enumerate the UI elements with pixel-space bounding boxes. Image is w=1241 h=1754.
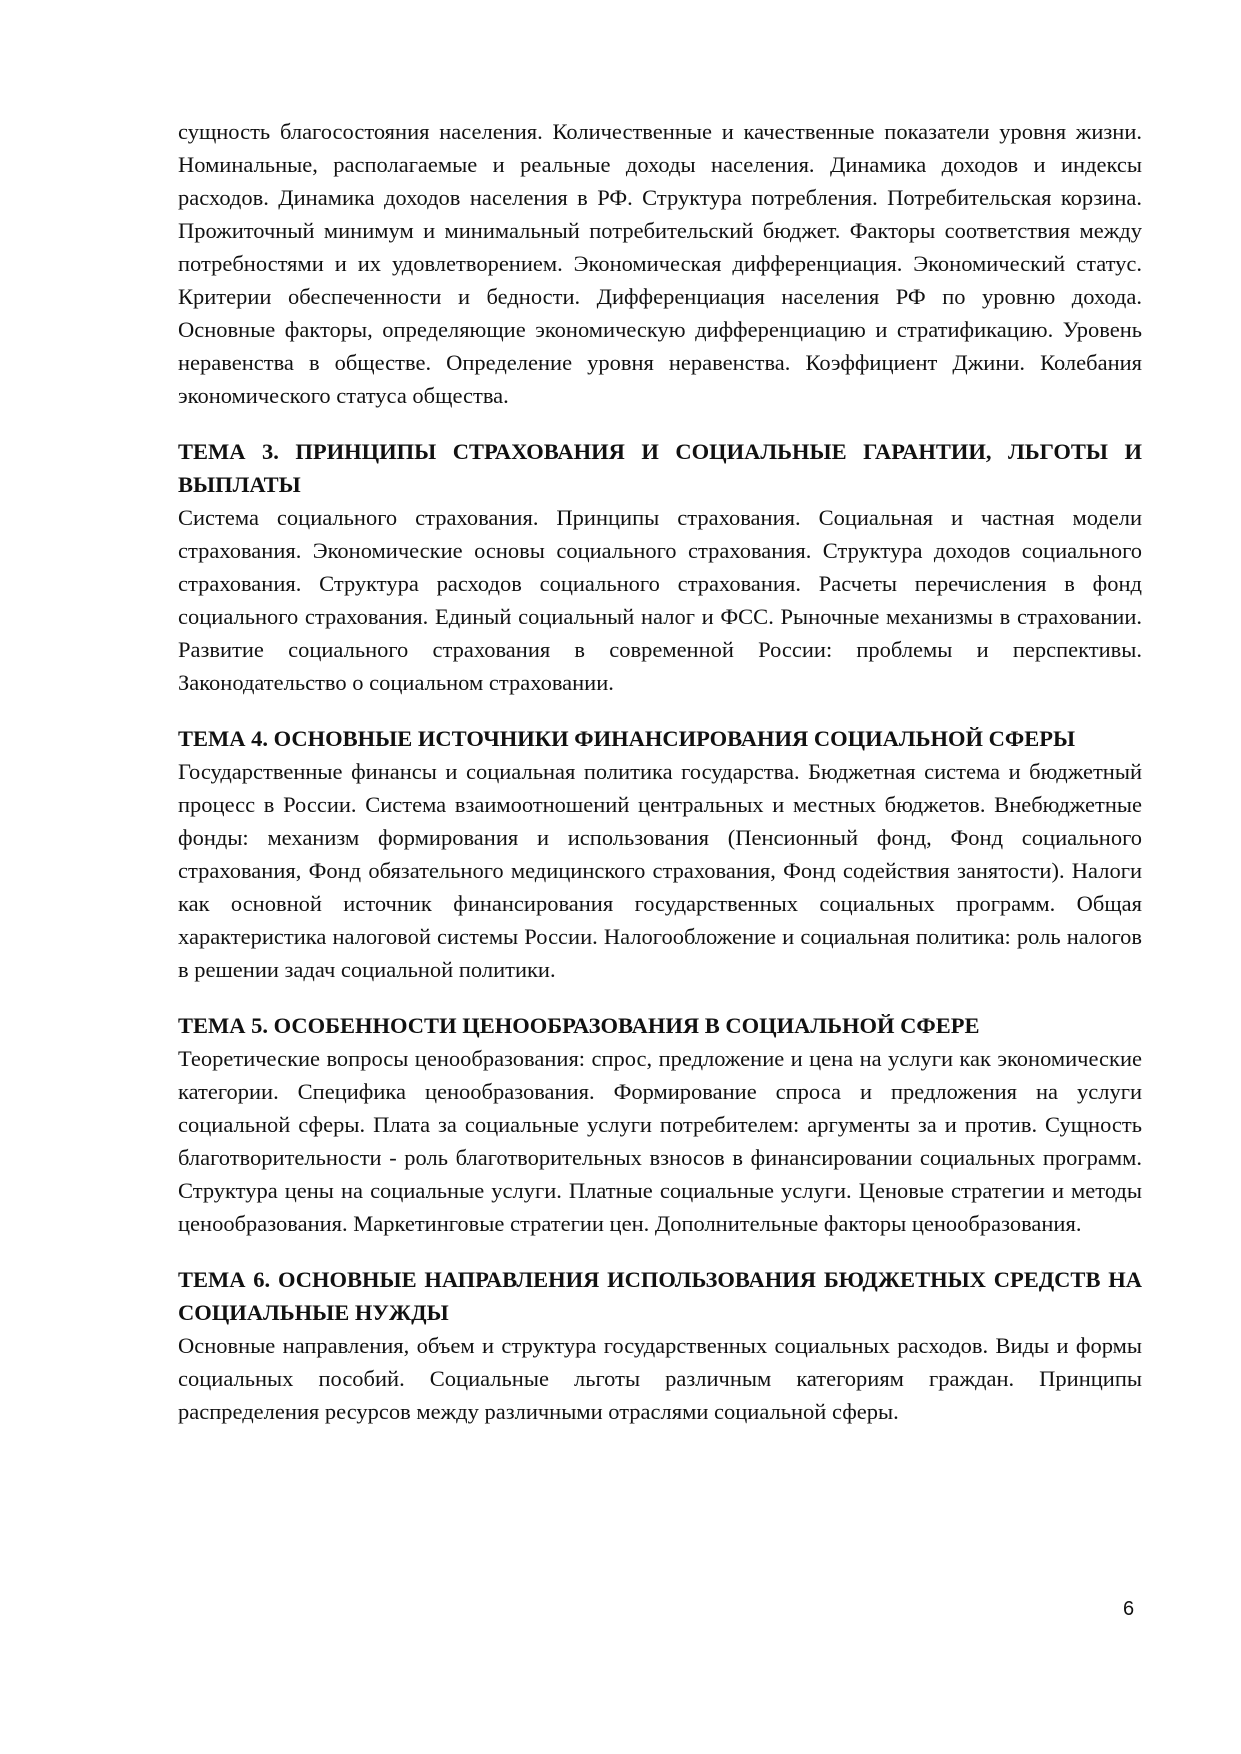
topic-5-heading: ТЕМА 5. ОСОБЕННОСТИ ЦЕНООБРАЗОВАНИЯ В СОЦИАЛЬНОЙ СФЕРЕ	[178, 1013, 980, 1038]
spacer	[178, 1240, 1142, 1263]
spacer	[178, 699, 1142, 722]
topic-3	[178, 435, 1142, 699]
topic-6-heading: ТЕМА 6. ОСНОВНЫЕ НАПРАВЛЕНИЯ ИСПОЛЬЗОВАНИЯ БЮДЖЕТНЫХ СРЕДСТВ НА СОЦИАЛЬНЫЕ НУЖДЫ	[178, 1267, 1142, 1325]
spacer	[178, 412, 1142, 435]
topic-4	[178, 722, 1142, 986]
topic-4-heading: ТЕМА 4. ОСНОВНЫЕ ИСТОЧНИКИ ФИНАНСИРОВАНИЯ СОЦИАЛЬНОЙ СФЕРЫ	[178, 726, 1076, 751]
topic-4-body: Государственные финансы и социальная политика государства. Бюджетная система и бюджетный процесс в России. Система взаимоотношений центральных и местных бюджетов. Внебюджетные фонды: механизм формирования и использования (Пенсионный фонд, Фонд социального страхования, Фонд обязательного медицинского страхования, Фонд содействия занятости). Налоги как основной источник финансирования государственных социальных программ. Общая характеристика налоговой системы России. Налогообложение и социальная политика: роль налогов в решении задач социальной политики.	[178, 759, 1142, 982]
intro-paragraph: сущность благосостояния населения. Количественные и качественные показатели уровня жизни. Номинальные, располагаемые и реальные доходы населения. Динамика доходов и индексы расходов. Динамика доходов населения в РФ. Структура потребления. Потребительская корзина. Прожиточный минимум и минимальный потребительский бюджет. Факторы соответствия между потребностями и их удовлетворением. Экономическая дифференциация. Экономический статус. Критерии обеспеченности и бедности. Дифференциация населения РФ по уровню дохода. Основные факторы, определяющие экономическую дифференциацию и стратификацию. Уровень неравенства в обществе. Определение уровня неравенства. Коэффициент Джини. Колебания экономического статуса общества.	[178, 119, 1142, 408]
page-number: 6	[1123, 1598, 1135, 1620]
topic-6	[178, 1263, 1142, 1428]
topic-3-heading: ТЕМА 3. ПРИНЦИПЫ СТРАХОВАНИЯ И СОЦИАЛЬНЫЕ ГАРАНТИИ, ЛЬГОТЫ И ВЫПЛАТЫ	[178, 439, 1142, 497]
topic-6-body: Основные направления, объем и структура государственных социальных расходов. Виды и формы социальных пособий. Социальные льготы различным категориям граждан. Принципы распределения ресурсов между различными отраслями социальной сферы.	[178, 1333, 1142, 1424]
document-page	[178, 115, 1142, 1428]
topic-5-body: Теоретические вопросы ценообразования: спрос, предложение и цена на услуги как экономические категории. Специфика ценообразования. Формирование спроса и предложения на услуги социальной сферы. Плата за социальные услуги потребителем: аргументы за и против. Сущность благотворительности - роль благотворительных взносов в финансировании социальных программ. Структура цены на социальные услуги. Платные социальные услуги. Ценовые стратегии и методы ценообразования. Маркетинговые стратегии цен. Дополнительные факторы ценообразования.	[178, 1046, 1142, 1236]
topic-5	[178, 1009, 1142, 1240]
spacer	[178, 986, 1142, 1009]
topic-3-body: Система социального страхования. Принципы страхования. Социальная и частная модели страхования. Экономические основы социального страхования. Структура доходов социального страхования. Структура расходов социального страхования. Расчеты перечисления в фонд социального страхования. Единый социальный налог и ФСС. Рыночные механизмы в страховании. Развитие социального страхования в современной России: проблемы и перспективы. Законодательство о социальном страховании.	[178, 505, 1142, 695]
